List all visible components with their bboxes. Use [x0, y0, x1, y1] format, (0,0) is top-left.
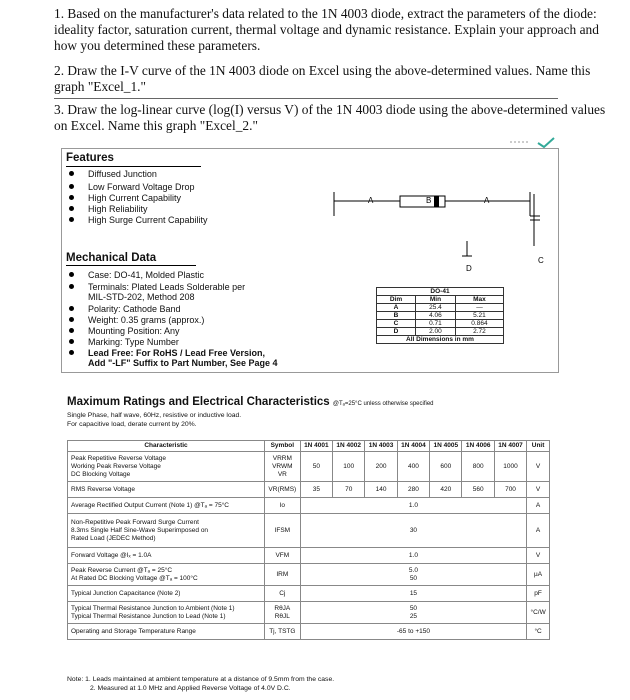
list-item: High Surge Current Capability — [88, 215, 208, 225]
table-cell: 560 — [462, 482, 494, 498]
list-item: Add "-LF" Suffix to Part Number, See Page 4 — [88, 358, 278, 368]
table-cell: µA — [527, 564, 550, 586]
table-cell: IRM — [265, 564, 301, 586]
mechanical-underline — [66, 265, 196, 266]
ratings-title — [67, 396, 434, 408]
list-item: Case: DO-41, Molded Plastic — [88, 270, 205, 280]
table-cell: Typical Junction Capacitance (Note 2) — [68, 586, 265, 602]
table-cell: A — [527, 514, 550, 548]
table-cell: IFSM — [265, 514, 301, 548]
table-header: Unit — [527, 441, 550, 452]
features-title: Features — [66, 152, 114, 164]
dim-label-a: A — [368, 196, 374, 205]
table-cell: Peak Repetitive Reverse Voltage Working Peak Reverse Voltage DC Blocking Voltage — [68, 452, 265, 482]
table-cell: 35 — [300, 482, 332, 498]
list-item: MIL-STD-202, Method 208 — [88, 292, 195, 302]
table-header: 1N 4001 — [300, 441, 332, 452]
diode-outline-diagram — [330, 186, 555, 276]
table-cell: 100 — [333, 452, 365, 482]
dim-table-footer: All Dimensions in mm — [377, 336, 504, 344]
divider — [54, 98, 558, 99]
table-row: B 4.06 5.21 — [377, 312, 504, 320]
list-item: High Reliability — [88, 204, 148, 214]
table-cell: 15 — [300, 586, 527, 602]
table-header: Characteristic — [68, 441, 265, 452]
table-cell: V — [527, 482, 550, 498]
table-cell: 50 25 — [300, 602, 527, 624]
table-row — [68, 514, 550, 548]
table-header: Symbol — [265, 441, 301, 452]
table-cell: Peak Reverse Current @Tₐ = 25°C At Rated DC Blocking Voltage @Tₐ = 100°C — [68, 564, 265, 586]
table-header: 1N 4003 — [365, 441, 397, 452]
table-cell: Non-Repetitive Peak Forward Surge Current 8.3ms Single Half Sine-Wave Superimposed on Rated Load (JEDEC Method) — [68, 514, 265, 548]
table-cell: Cj — [265, 586, 301, 602]
table-row: C 0.71 0.864 — [377, 320, 504, 328]
table-header: 1N 4005 — [430, 441, 462, 452]
dim-label-d: D — [466, 264, 472, 273]
dim-label-a2: A — [484, 196, 490, 205]
table-cell: 1.0 — [300, 498, 527, 514]
table-row: D 2.00 2.72 — [377, 328, 504, 336]
question-1: 1. Based on the manufacturer's data related to the 1N 4003 diode, extract the parameters of the diode: ideality factor, saturation current, thermal voltage and dynamic resistance. Explain your approach and how you determined these parameters. — [54, 6, 599, 53]
ratings-subtitle-2: For capacitive load, derate current by 20%. — [67, 421, 197, 428]
dim-header: Dim — [377, 296, 416, 304]
ratings-subtitle-1: Single Phase, half wave, 60Hz, resistive or inductive load. — [67, 412, 242, 419]
table-cell: 70 — [333, 482, 365, 498]
table-cell: 420 — [430, 482, 462, 498]
note-2: 2. Measured at 1.0 MHz and Applied Reverse Voltage of 4.0V D.C. — [90, 685, 291, 692]
list-item: Polarity: Cathode Band — [88, 304, 181, 314]
list-item: Lead Free: For RoHS / Lead Free Version, — [88, 348, 266, 358]
table-row — [68, 602, 550, 624]
table-row: A 25.4 — — [377, 304, 504, 312]
table-cell: 200 — [365, 452, 397, 482]
table-cell: Forward Voltage @Iₓ = 1.0A — [68, 548, 265, 564]
table-header: 1N 4007 — [494, 441, 526, 452]
table-cell: Tj, TSTG — [265, 624, 301, 640]
dim-header: Max — [455, 296, 503, 304]
table-cell: VR(RMS) — [265, 482, 301, 498]
table-cell: RMS Reverse Voltage — [68, 482, 265, 498]
table-cell: 400 — [397, 452, 429, 482]
table-cell: A — [527, 498, 550, 514]
table-row — [68, 624, 550, 640]
dimensions-table — [376, 287, 504, 344]
table-row — [68, 498, 550, 514]
note-1: Note: 1. Leads maintained at ambient temperature at a distance of 9.5mm from the case. — [67, 676, 335, 683]
table-cell: 50 — [300, 452, 332, 482]
ratings-condition: @Tₐ=25°C unless otherwise specified — [332, 401, 434, 407]
table-cell: 1000 — [494, 452, 526, 482]
table-cell: V — [527, 548, 550, 564]
dim-label-b: B — [426, 196, 432, 205]
table-cell: 140 — [365, 482, 397, 498]
list-item: Terminals: Plated Leads Solderable per — [88, 282, 246, 292]
table-row — [68, 586, 550, 602]
dim-label-c: C — [538, 256, 544, 265]
table-cell: 700 — [494, 482, 526, 498]
table-cell: Io — [265, 498, 301, 514]
table-cell: Typical Thermal Resistance Junction to Ambient (Note 1) Typical Thermal Resistance Junction to Lead (Note 1) — [68, 602, 265, 624]
table-cell: °C — [527, 624, 550, 640]
list-item: Low Forward Voltage Drop — [88, 182, 195, 192]
table-cell: VFM — [265, 548, 301, 564]
table-cell: Operating and Storage Temperature Range — [68, 624, 265, 640]
table-row — [68, 548, 550, 564]
dim-table-title: DO-41 — [377, 288, 504, 296]
list-item: Diffused Junction — [88, 169, 157, 179]
list-item: Marking: Type Number — [88, 337, 179, 347]
table-cell: 5.0 50 — [300, 564, 527, 586]
table-cell: V — [527, 452, 550, 482]
table-row — [68, 452, 550, 482]
table-row — [68, 482, 550, 498]
table-cell: Average Rectified Output Current (Note 1) @Tₐ = 75°C — [68, 498, 265, 514]
question-2: 2. Draw the I-V curve of the 1N 4003 diode on Excel using the above-determined values. Name this graph "Excel_1." — [54, 63, 591, 94]
list-item: Mounting Position: Any — [88, 326, 180, 336]
table-cell: 280 — [397, 482, 429, 498]
table-cell: VRRM VRWM VR — [265, 452, 301, 482]
table-header: 1N 4004 — [397, 441, 429, 452]
table-cell: RθJA RθJL — [265, 602, 301, 624]
table-cell: -65 to +150 — [300, 624, 527, 640]
mechanical-title: Mechanical Data — [66, 252, 157, 264]
table-header: 1N 4002 — [333, 441, 365, 452]
list-item: High Current Capability — [88, 193, 182, 203]
table-cell: 600 — [430, 452, 462, 482]
ratings-title-text: Maximum Ratings and Electrical Characteristics — [67, 396, 330, 408]
table-cell: pF — [527, 586, 550, 602]
table-cell: 800 — [462, 452, 494, 482]
list-item: Weight: 0.35 grams (approx.) — [88, 315, 205, 325]
dim-header: Min — [416, 296, 456, 304]
table-cell: 1.0 — [300, 548, 527, 564]
table-row — [68, 564, 550, 586]
question-3: 3. Draw the log-linear curve (log(I) versus V) of the 1N 4003 diode using the above-determined values on Excel. Name this graph "Excel_2." — [54, 102, 606, 133]
table-cell: 30 — [300, 514, 527, 548]
features-underline — [66, 166, 201, 167]
ratings-table — [67, 440, 550, 640]
table-header: 1N 4006 — [462, 441, 494, 452]
table-cell: °C/W — [527, 602, 550, 624]
